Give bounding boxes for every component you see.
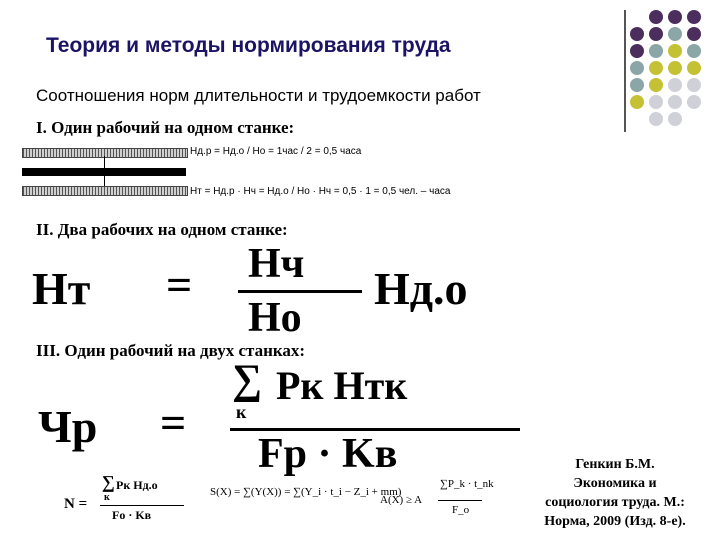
decor-dot xyxy=(687,61,701,75)
divider-line xyxy=(624,10,626,132)
page-title: Теория и методы нормирования труда xyxy=(46,34,451,57)
machine-diagram xyxy=(22,146,188,200)
decor-dot xyxy=(630,27,644,41)
formula4-sum: ∑ xyxy=(102,472,115,492)
section-2-heading: II. Два рабочих на одном станке: xyxy=(36,220,288,239)
author-line: Генкин Б.М. xyxy=(575,457,655,472)
formula5: S(X) = ∑(Y(X)) = ∑(Y_i · t_i − Z_i + mm) xyxy=(210,486,402,498)
decor-dot xyxy=(630,61,644,75)
formula4-sum-index: к xyxy=(104,492,110,503)
formula4-fraction-bar xyxy=(100,505,184,506)
decor-dot xyxy=(687,27,701,41)
decor-dot xyxy=(649,95,663,109)
formula3-sum-index: к xyxy=(236,402,247,422)
formula2-rhs: Hд.о xyxy=(374,263,468,314)
formula6-fraction-bar xyxy=(438,500,482,501)
formula2-numerator: Hч xyxy=(248,241,305,287)
decor-dot xyxy=(687,95,701,109)
formula2-denominator: Hо xyxy=(248,295,302,341)
author-line: социология труда. М.: xyxy=(545,495,685,510)
decor-dot xyxy=(668,10,682,24)
formula-norm-duration: Hд.р = Hд.о / Hо = 1час / 2 = 0,5 часа xyxy=(190,146,362,157)
formula2-fraction-bar xyxy=(238,290,362,293)
decor-dot xyxy=(649,44,663,58)
formula-labor-intensity: Hт = Hд.р · Hч = Hд.о / Hо · Hч = 0,5 · 1 = 0,5 чел. – часа xyxy=(190,186,451,197)
formula4-numerator: Pк Hд.о xyxy=(116,478,158,492)
decor-dot xyxy=(668,95,682,109)
decor-dot xyxy=(687,10,701,24)
author-line: Норма, 2009 (Изд. 8-е). xyxy=(544,514,686,529)
formula6-lhs: A(X) ≥ A xyxy=(380,494,423,506)
decor-dot xyxy=(630,78,644,92)
formula2-lhs: Hт xyxy=(32,263,91,314)
formula3-equals: = xyxy=(160,397,187,448)
decor-dot xyxy=(630,44,644,58)
formula3-numerator: Pк Hтк xyxy=(276,363,408,408)
page-subtitle: Соотношения норм длительности и трудоемкости работ xyxy=(36,86,481,105)
author-line: Экономика и xyxy=(573,476,657,491)
decor-dot xyxy=(668,78,682,92)
decor-dot xyxy=(649,27,663,41)
decor-dot xyxy=(649,112,663,126)
formula4-denominator: Fо · Kв xyxy=(112,508,152,522)
formula3-denominator: Fр · Kв xyxy=(258,431,398,477)
formula6-denominator: F_o xyxy=(452,504,470,516)
formula4-lhs: N = xyxy=(64,496,88,512)
formula3-lhs: Чр xyxy=(38,401,98,452)
decor-dot xyxy=(649,78,663,92)
author-citation xyxy=(520,455,710,531)
decor-dot xyxy=(668,61,682,75)
decor-dot xyxy=(668,112,682,126)
formula2-equals: = xyxy=(166,259,193,310)
decor-dots xyxy=(628,8,718,136)
decor-dot xyxy=(630,95,644,109)
section-3-heading: III. Один рабочий на двух станках: xyxy=(36,341,306,360)
decor-dot xyxy=(668,27,682,41)
decor-dot xyxy=(649,10,663,24)
decor-dot xyxy=(649,61,663,75)
decor-dot xyxy=(687,78,701,92)
formula6-numerator: ∑P_k · t_nk xyxy=(440,478,494,490)
section-1-heading: I. Один рабочий на одном станке: xyxy=(36,118,295,137)
decor-dot xyxy=(668,44,682,58)
decor-dot xyxy=(687,44,701,58)
formula3-sum: ∑ xyxy=(232,357,262,403)
